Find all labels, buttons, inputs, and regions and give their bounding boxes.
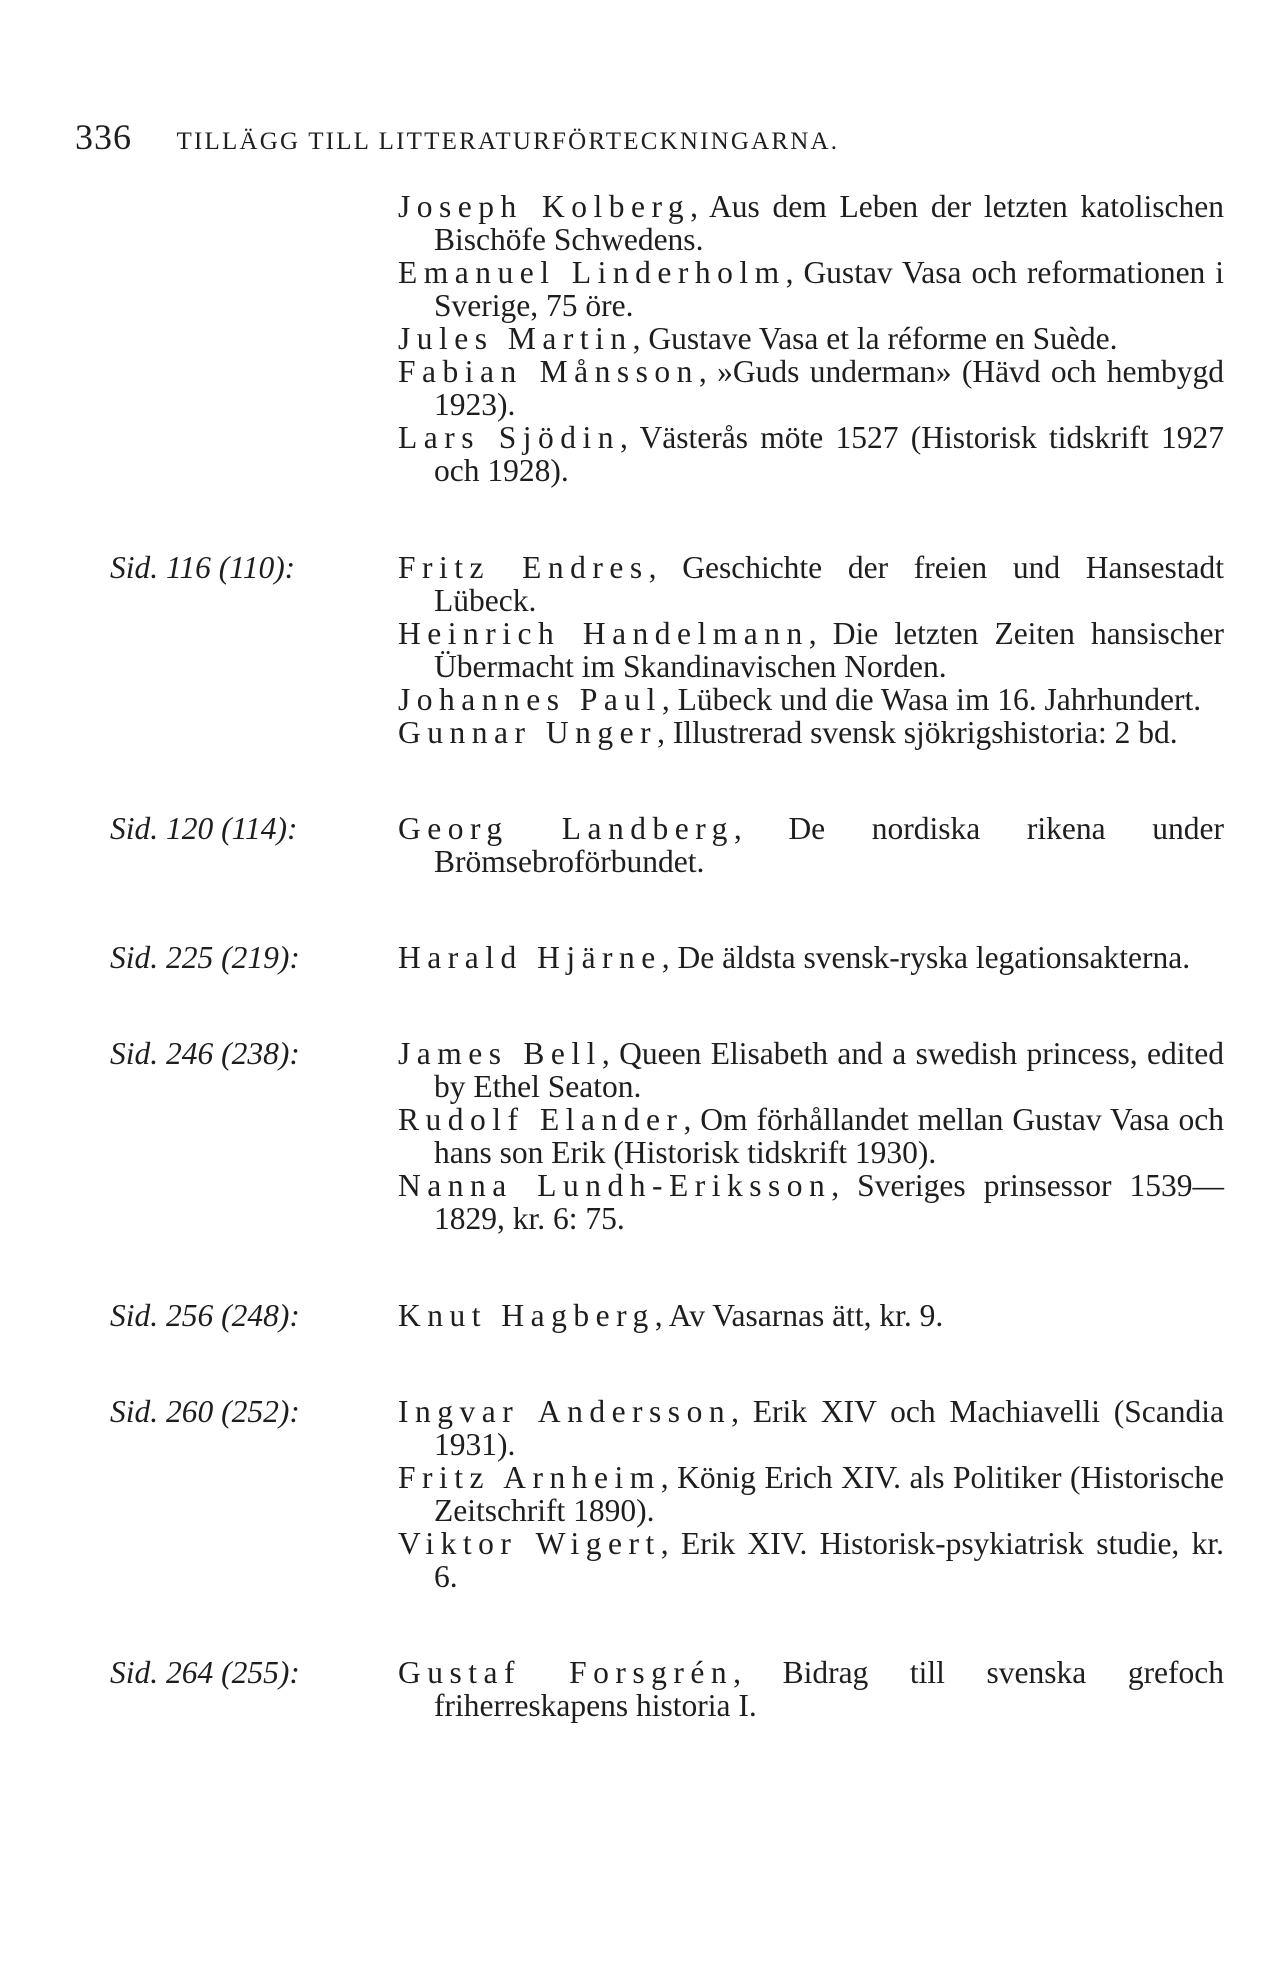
work-title: Illustrerad svensk sjökrigshistoria: 2 bd. — [672, 715, 1178, 750]
work-title: Västerås möte 1527 (Historisk tidskrift 1927 och 1928). — [434, 420, 1224, 488]
bibliography-entry — [398, 1037, 1224, 1103]
bibliography-entry — [398, 1299, 1224, 1332]
bibliography-section — [0, 941, 1271, 974]
author-name: Fritz Arnheim , — [398, 1460, 669, 1495]
bibliography-entry — [398, 551, 1224, 617]
author-name: Viktor Wigert , — [398, 1526, 669, 1561]
work-title: Erik XIV och Machiavelli (Scandia 1931). — [434, 1394, 1225, 1462]
running-title: TILLÄGG TILL LITTERATURFÖRTECKNINGARNA. — [176, 128, 840, 155]
bibliography-entry — [398, 355, 1224, 421]
author-name: Rudolf Elander , — [398, 1102, 691, 1137]
bibliography-entry — [398, 1461, 1224, 1527]
work-title: Gustave Vasa et la réforme en Suède. — [648, 321, 1118, 356]
work-title: Bidrag till svenska grefoch friherreskapens historia I. — [434, 1655, 1225, 1723]
page-header — [75, 116, 1175, 158]
bibliography-section — [0, 1395, 1271, 1593]
work-title: Erik XIV. Historisk-psykiatrisk studie, kr. 6. — [434, 1526, 1224, 1594]
bibliography-entry — [398, 1169, 1224, 1235]
author-name: Georg Landberg , — [398, 811, 742, 846]
author-name: Gunnar Unger , — [398, 715, 665, 750]
bibliography-entry — [398, 1656, 1224, 1722]
bibliography-section — [0, 1299, 1271, 1332]
page-reference: Sid. 256 (248): — [110, 1298, 300, 1333]
work-title: Queen Elisabeth and a swedish princess, edited by Ethel Seaton. — [434, 1036, 1224, 1104]
page-reference: Sid. 264 (255): — [110, 1655, 300, 1690]
author-name: Fritz Endres , — [398, 550, 657, 585]
work-title: Gustav Vasa och reformationen i Sverige, 75 öre. — [434, 255, 1224, 323]
bibliography-entry — [398, 617, 1224, 683]
bibliography-entry — [398, 1395, 1224, 1461]
author-name: Emanuel Linderholm , — [398, 255, 794, 290]
work-title: Om förhållandet mellan Gustav Vasa och hans son Erik (Historisk tidskrift 1930). — [434, 1102, 1224, 1170]
bibliography-entry — [398, 1103, 1224, 1169]
author-name: Harald Hjärne , — [398, 940, 670, 975]
page-reference: Sid. 225 (219): — [110, 940, 300, 975]
work-title: Sveriges prinsessor 1539—1829, kr. 6: 75. — [434, 1168, 1224, 1236]
work-title: Die letzten Zeiten hansischer Übermacht im Skandinavischen Norden. — [434, 616, 1224, 684]
author-name: Johannes Paul , — [398, 682, 670, 717]
author-name: Joseph Kolberg , — [398, 189, 698, 224]
bibliography-section — [0, 190, 1271, 487]
bibliography-entry — [398, 256, 1224, 322]
work-title: »Guds underman» (Hävd och hembygd 1923). — [434, 354, 1224, 422]
bibliography-entry — [398, 716, 1224, 749]
page-reference: Sid. 120 (114): — [110, 811, 298, 846]
author-name: Gustaf Forsgrén , — [398, 1655, 741, 1690]
work-title: Geschichte der freien und Hansestadt Lübeck. — [434, 550, 1225, 618]
bibliography-entry — [398, 812, 1224, 878]
page-reference: Sid. 116 (110): — [110, 550, 296, 585]
bibliography-section — [0, 1656, 1271, 1722]
author-name: Fabian Månsson , — [398, 354, 707, 389]
author-name: Nanna Lundh-Eriksson , — [398, 1168, 839, 1203]
author-name: Heinrich Handelmann , — [398, 616, 817, 651]
bibliography-entry — [398, 1527, 1224, 1593]
bibliography-entry — [398, 190, 1224, 256]
author-name: Lars Sjödin , — [398, 420, 628, 455]
page-reference: Sid. 246 (238): — [110, 1036, 300, 1071]
bibliography-list — [0, 190, 1271, 1722]
author-name: Knut Hagberg , — [398, 1298, 663, 1333]
work-title: König Erich XIV. als Politiker (Historische Zeitschrift 1890). — [434, 1460, 1225, 1528]
author-name: Jules Martin , — [398, 321, 640, 356]
work-title: De äldsta svensk-ryska legationsakterna. — [677, 940, 1191, 975]
bibliography-entry — [398, 683, 1224, 716]
bibliography-entry — [398, 421, 1224, 487]
work-title: De nordiska rikena under Brömsebroförbundet. — [434, 811, 1224, 879]
bibliography-entry — [398, 322, 1224, 355]
page-reference: Sid. 260 (252): — [110, 1394, 300, 1429]
author-name: Ingvar Andersson , — [398, 1394, 739, 1429]
work-title: Aus dem Leben der letzten katolischen Bischöfe Schwedens. — [434, 189, 1224, 257]
bibliography-entry — [398, 941, 1224, 974]
bibliography-section — [0, 551, 1271, 749]
work-title: Av Vasarnas ätt, kr. 9. — [668, 1298, 944, 1333]
author-name: James Bell , — [398, 1036, 610, 1071]
bibliography-section — [0, 1037, 1271, 1235]
page-number: 336 — [75, 117, 132, 157]
work-title: Lübeck und die Wasa im 16. Jahrhundert. — [677, 682, 1202, 717]
bibliography-section — [0, 812, 1271, 878]
